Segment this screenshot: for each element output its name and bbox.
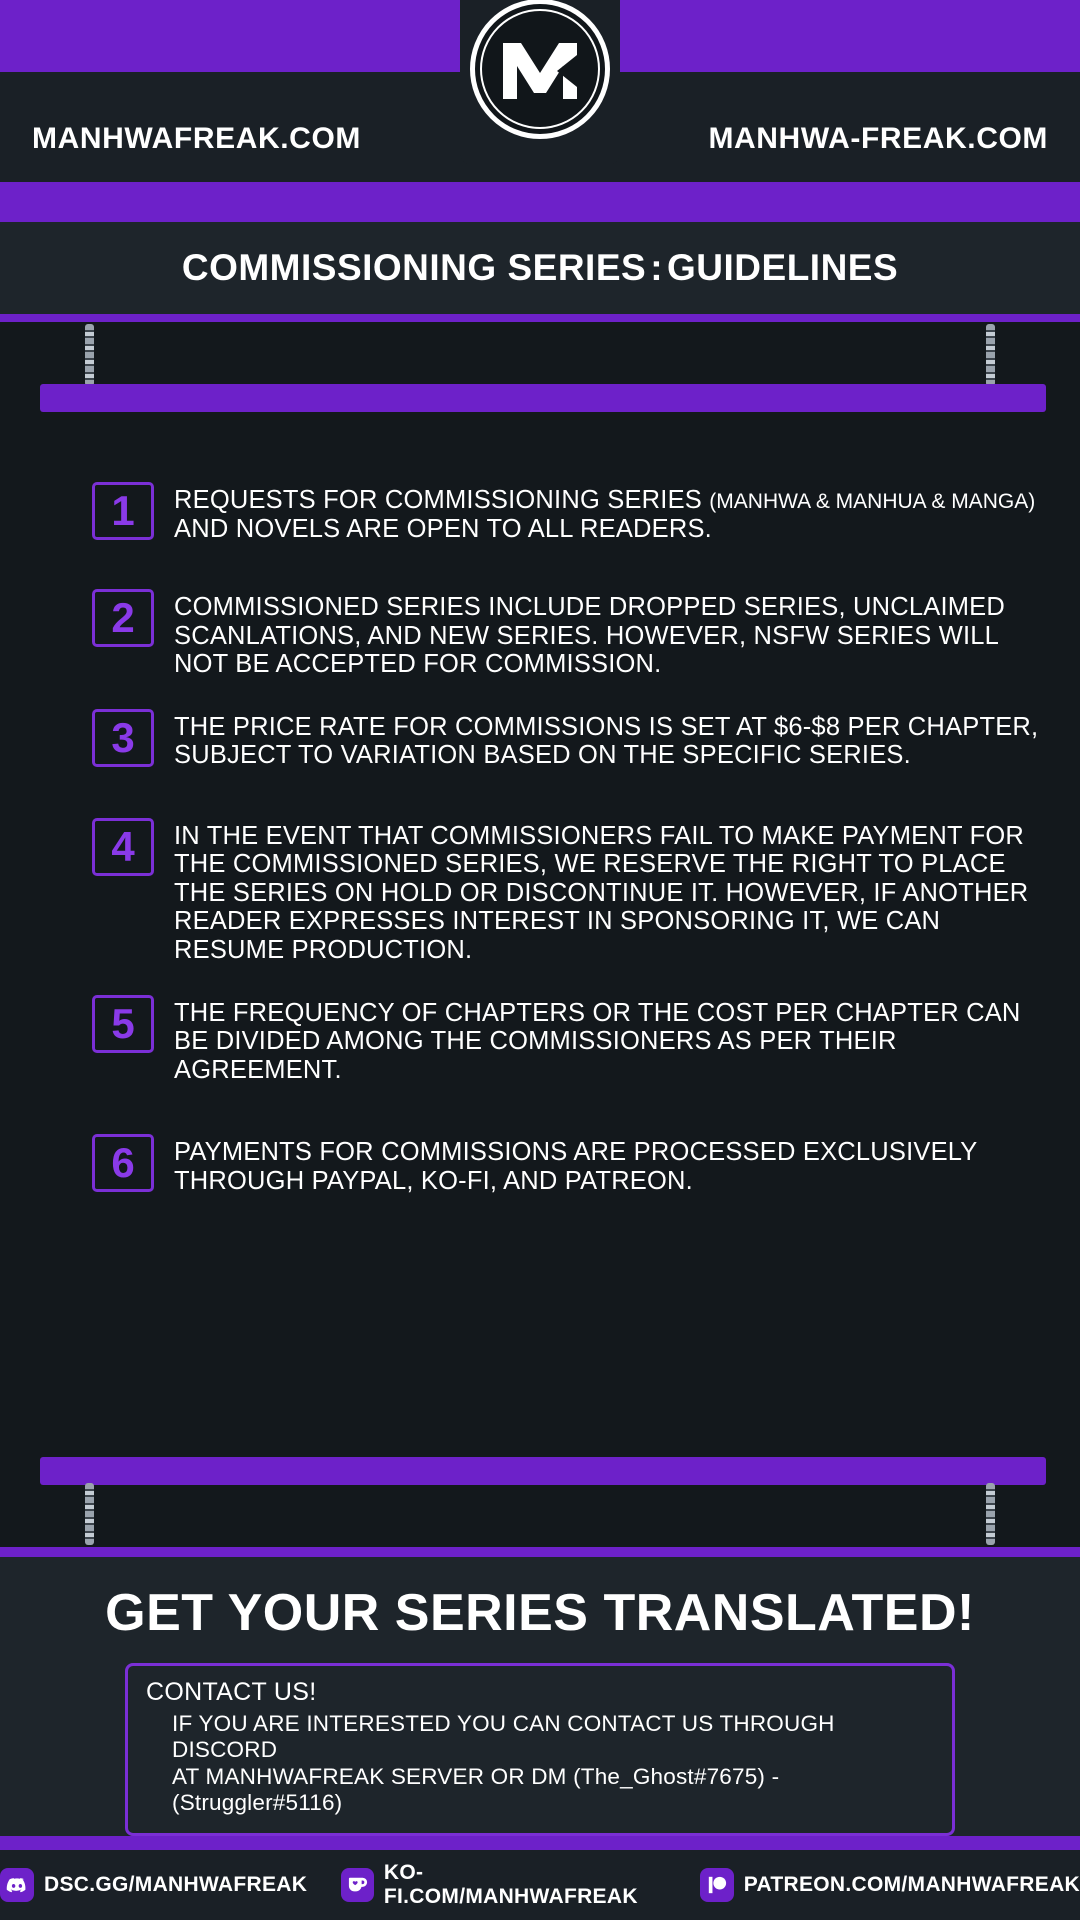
- rule-number: 2: [92, 589, 154, 647]
- list-item: [92, 818, 1050, 965]
- divider-bar-bottom: [40, 1457, 1046, 1485]
- social-label-discord: DSC.GG/MANHWAFREAK: [44, 1873, 308, 1896]
- site-header: [0, 0, 1080, 222]
- discord-icon: [0, 1868, 34, 1902]
- list-item: [92, 482, 1050, 543]
- rule-text: THE FREQUENCY OF CHAPTERS OR THE COST PER CHAPTER CAN BE DIVIDED AMONG THE COMMISSIONERS AS PER THEIR AGREEMENT.: [174, 998, 1021, 1084]
- page-title-separator: :: [650, 247, 664, 288]
- rule-number: 3: [92, 709, 154, 767]
- logo-circle: [470, 0, 610, 139]
- guidelines-body: [0, 322, 1080, 1547]
- list-item: [92, 589, 1050, 679]
- page-title-main: COMMISSIONING SERIES: [181, 247, 647, 288]
- chain-top-right: [986, 324, 995, 386]
- social-link-kofi[interactable]: [341, 1861, 666, 1909]
- site-domain-right: MANHWA-FREAK.COM: [708, 122, 1048, 155]
- list-item: [92, 1134, 1050, 1195]
- manhwafreak-m-logo-icon: [480, 9, 600, 129]
- contact-line-2: AT MANHWAFREAK SERVER OR DM (The_Ghost#7675) - (Struggler#5116): [172, 1763, 780, 1816]
- contact-box: [125, 1663, 955, 1836]
- kofi-icon: [341, 1868, 374, 1902]
- title-bar: [0, 222, 1080, 322]
- contact-details: [146, 1711, 934, 1817]
- rule-number: 6: [92, 1134, 154, 1192]
- rule-text: IN THE EVENT THAT COMMISSIONERS FAIL TO MAKE PAYMENT FOR THE COMMISSIONED SERIES, WE RESERVE THE RIGHT TO PLACE THE SERIES ON HOLD OR DISCONTINUE IT. HOWEVER, IF ANOTHER READER EXPRESSES INTEREST IN SPONSORING IT, WE CAN RESUME PRODUCTION.: [174, 821, 1029, 965]
- contact-title: CONTACT US!: [146, 1677, 317, 1706]
- divider-bar-top: [40, 384, 1046, 412]
- social-label-patreon: PATREON.COM/MANHWAFREAK: [743, 1873, 1080, 1896]
- list-item: [92, 709, 1050, 770]
- rule-number: 4: [92, 818, 154, 876]
- rule-text: THE PRICE RATE FOR COMMISSIONS IS SET AT $6-$8 PER CHAPTER, SUBJECT TO VARIATION BASED ON THE SPECIFIC SERIES.: [174, 712, 1039, 770]
- rule-text-note: (MANHWA & MANHUA & MANGA): [709, 490, 1036, 513]
- social-link-patreon[interactable]: [700, 1868, 1080, 1902]
- page-title: [182, 247, 898, 289]
- logo-container: [460, 0, 620, 166]
- header-underline-left: [0, 182, 478, 196]
- rule-number: 1: [92, 482, 154, 540]
- rule-text-part-2: AND NOVELS ARE OPEN TO ALL READERS.: [174, 514, 712, 543]
- cta-section: [0, 1547, 1080, 1846]
- chain-bottom-right: [986, 1483, 995, 1545]
- rule-text-part-1: REQUESTS FOR COMMISSIONING SERIES: [174, 486, 710, 514]
- patreon-icon: [700, 1868, 734, 1902]
- rule-text: COMMISSIONED SERIES INCLUDE DROPPED SERIES, UNCLAIMED SCANLATIONS, AND NEW SERIES. HOWEVER, NSFW SERIES WILL NOT BE ACCEPTED FOR COMMISSION.: [174, 593, 1005, 679]
- rule-number: 5: [92, 995, 154, 1053]
- contact-line-1: IF YOU ARE INTERESTED YOU CAN CONTACT US THROUGH DISCORD: [172, 1710, 835, 1763]
- rule-text: PAYMENTS FOR COMMISSIONS ARE PROCESSED EXCLUSIVELY THROUGH PAYPAL, KO-FI, AND PATREON.: [174, 1138, 978, 1195]
- social-bar: [0, 1846, 1080, 1920]
- guidelines-list: [0, 442, 1080, 1427]
- header-bottom-accent: [0, 196, 1080, 222]
- chain-top-left: [85, 324, 94, 386]
- cta-title: GET YOUR SERIES TRANSLATED!: [105, 1583, 975, 1642]
- social-label-kofi: KO-FI.COM/MANHWAFREAK: [383, 1861, 638, 1908]
- header-underline-right: [602, 182, 1080, 196]
- chain-bottom-left: [85, 1483, 94, 1545]
- social-link-discord[interactable]: [0, 1868, 307, 1902]
- site-domain-left: MANHWAFREAK.COM: [32, 122, 361, 155]
- rule-text: [174, 482, 1050, 543]
- list-item: [92, 995, 1050, 1085]
- page-title-sub: GUIDELINES: [667, 247, 899, 288]
